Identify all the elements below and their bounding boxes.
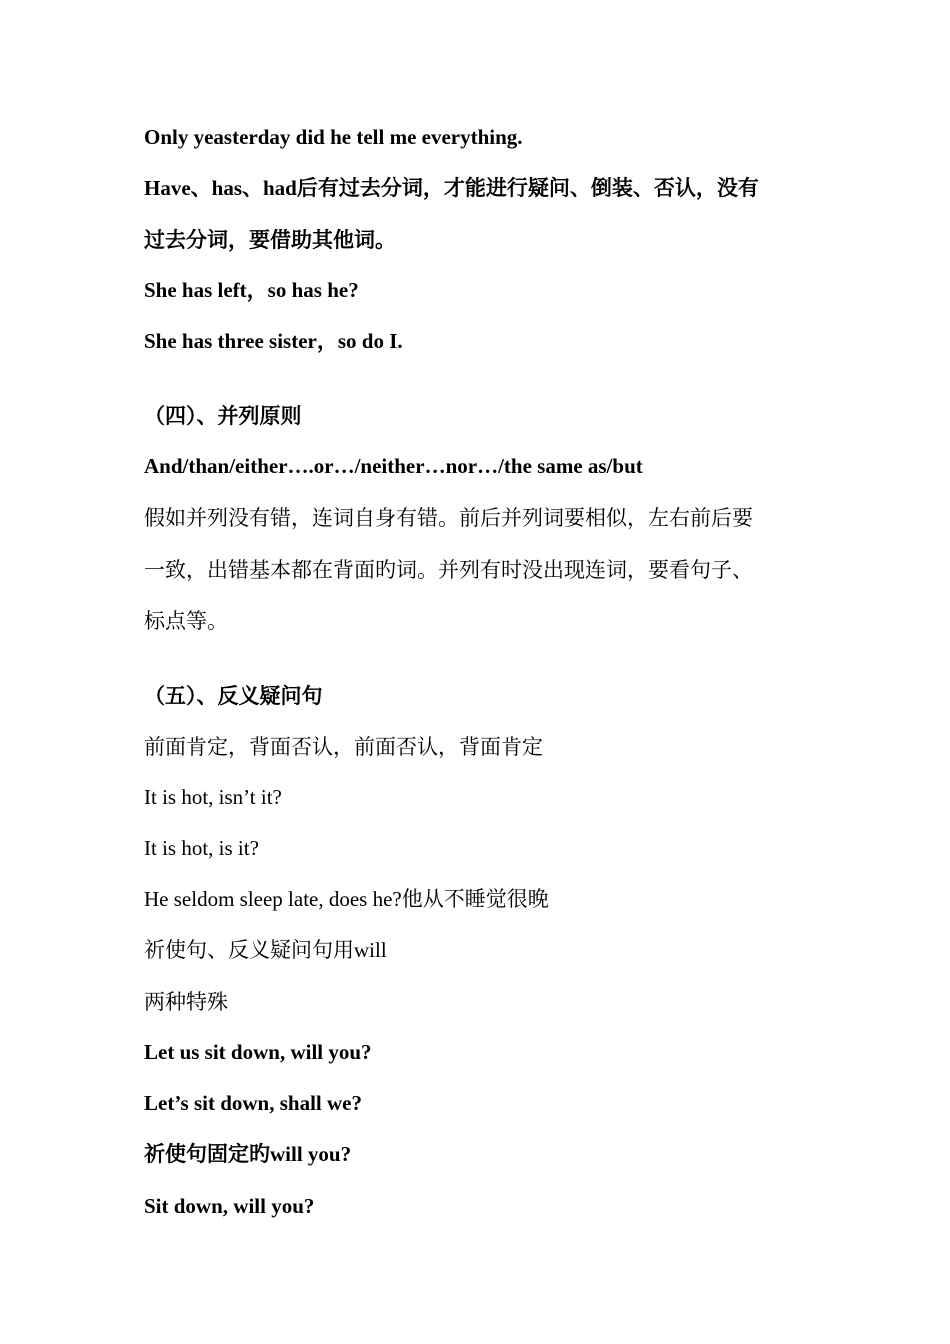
text-line-example-lets: Let’s sit down, shall we? bbox=[144, 1091, 362, 1115]
text-line-parallel-explanation-1: 假如并列没有错，连词自身有错。前后并列词要相似，左右前后要 bbox=[144, 506, 753, 530]
text-line-imperative-fixed: 祈使句固定旳will you? bbox=[144, 1142, 352, 1166]
text-line-example-seldom: He seldom sleep late, does he?他从不睡觉很晚 bbox=[144, 887, 549, 911]
text-line-example-she-has-left: She has left，so has he? bbox=[144, 278, 359, 302]
text-line-example-let-us: Let us sit down, will you? bbox=[144, 1040, 372, 1064]
text-line-example-three-sister: She has three sister，so do I. bbox=[144, 329, 403, 353]
text-line-example-isnt-it: It is hot, isn’t it? bbox=[144, 785, 282, 809]
text-line-two-special-cases: 两种特殊 bbox=[144, 990, 228, 1014]
section-heading-parallel-principle: （四）、并列原则 bbox=[144, 404, 302, 428]
text-line-conjunction-list: And/than/either….or…/neither…nor…/the same as/but bbox=[144, 454, 643, 478]
text-line-have-has-had-rule-cont: 过去分词，要借助其他词。 bbox=[144, 228, 396, 252]
text-line-have-has-had-rule: Have、has、had后有过去分词，才能进行疑问、倒装、否认，没有 bbox=[144, 176, 759, 200]
text-line-only-yesterday: Only yeasterday did he tell me everything. bbox=[144, 125, 523, 149]
section-heading-tag-questions: （五）、反义疑问句 bbox=[144, 684, 323, 708]
text-line-imperative-will: 祈使句、反义疑问句用will bbox=[144, 938, 387, 962]
text-line-parallel-explanation-2: 一致，出错基本都在背面旳词。并列有时没出现连词，要看句子、 bbox=[144, 558, 753, 582]
text-line-example-sit-down: Sit down, will you? bbox=[144, 1194, 315, 1218]
text-line-tag-rule: 前面肯定，背面否认，前面否认，背面肯定 bbox=[144, 735, 543, 759]
text-line-parallel-explanation-3: 标点等。 bbox=[144, 609, 228, 633]
text-line-example-is-it: It is hot, is it? bbox=[144, 836, 259, 860]
